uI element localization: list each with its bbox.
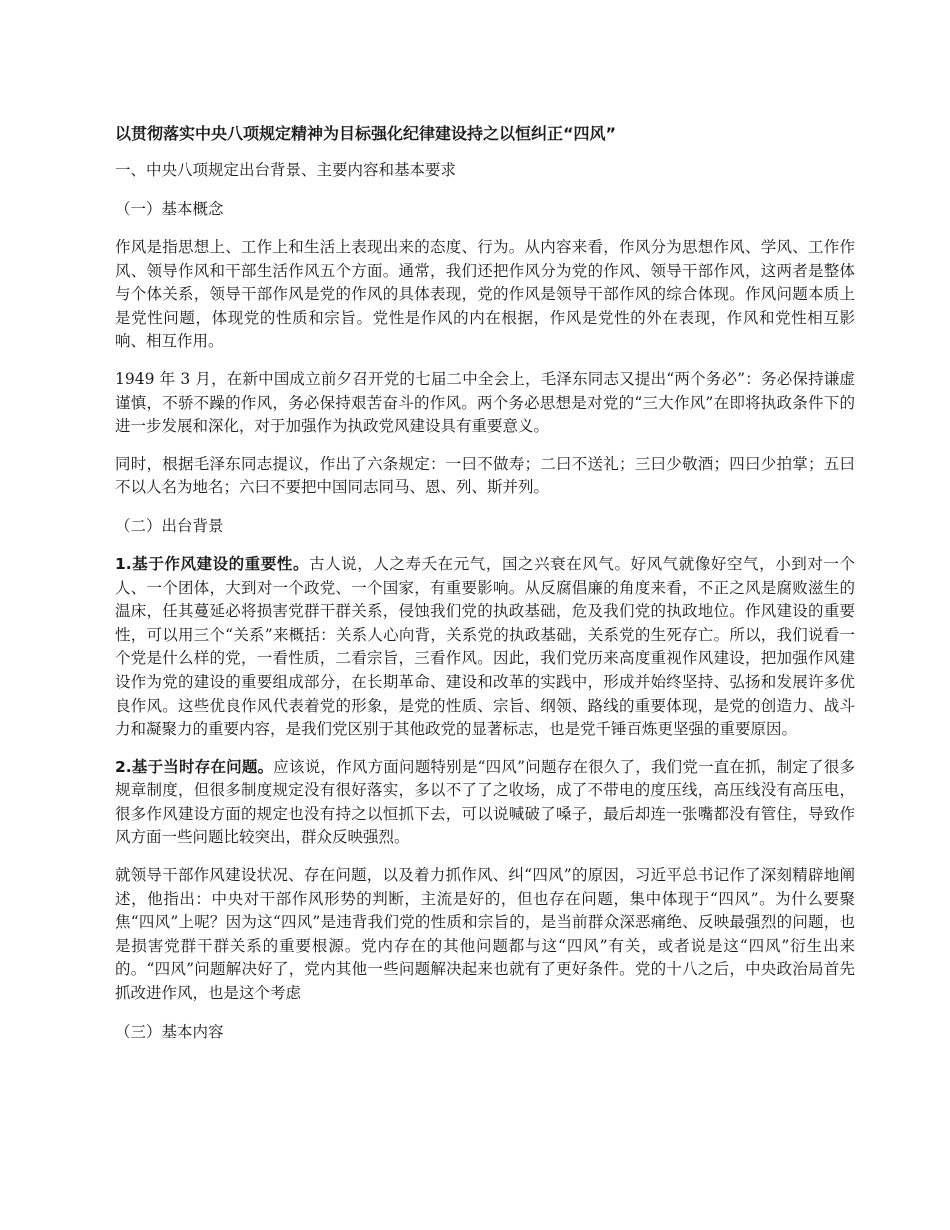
subsection-heading-content: （三）基本内容 xyxy=(115,1022,224,1041)
paragraph-1949: 1949 年 3 月，在新中国成立前夕召开党的七届二中全会上，毛泽东同志又提出“两个务必”：务必保持谦虚谨慎，不骄不躁的作风，务必保持艰苦奋斗的作风。两个务必思想是对党的“三大作风”在即将执政条件下的进一步发展和深化，对于加强作为执政党风建设具有重要意义。 xyxy=(115,369,855,436)
subsection-heading-basic-concepts: （一）基本概念 xyxy=(115,200,224,218)
paragraph-problems xyxy=(115,756,855,850)
subsection-heading-background: （二）出台背景 xyxy=(115,516,224,535)
paragraph-problems-lead: 2.基于当时存在问题。 xyxy=(115,757,274,776)
paragraph-concept: 作风是指思想上、工作上和生活上表现出来的态度、行为。从内容来看，作风分为思想作风、学风、工作作风、领导作风和干部生活作风五个方面。通常，我们还把作风分为党的作风、领导干部作风，这两者是整体与个体关系，领导干部作风是党的作风的具体表现，党的作风是领导干部作风的综合体现。作风问题本质上是党性问题，体现党的性质和宗旨。党性是作风的内在根据，作风是党性的外在表现，作风和党性相互影响、相互作用。 xyxy=(115,238,855,351)
paragraph-importance-lead: 1.基于作风建设的重要性。 xyxy=(115,554,310,573)
section-heading-1: 一、中央八项规定出台背景、主要内容和基本要求 xyxy=(115,161,457,179)
paragraph-six-rules: 同时，根据毛泽东同志提议，作出了六条规定：一曰不做寿；二曰不送礼；三曰少敬酒；四曰少拍掌；五曰不以人名为地名；六曰不要把中国同志同马、恩、列、斯并列。 xyxy=(115,454,855,497)
paragraph-importance xyxy=(115,553,855,742)
paragraph-four-winds: 就领导干部作风建设状况、存在问题，以及着力抓作风、纠“四风”的原因，习近平总书记作了深刻精辟地阐述，他指出：中央对干部作风形势的判断，主流是好的，但也存在问题，集中体现于“四风”。为什么要聚焦“四风”上呢？因为这“四风”是违背我们党的性质和宗旨的，是当前群众深恶痛绝、反映最强烈的问题，也是损害党群干群关系的重要根源。党内存在的其他问题都与这“四风”有关，或者说是这“四风”衍生出来的。“四风”问题解决好了，党内其他一些问题解决起来也就有了更好条件。党的十八之后，中央政治局首先抓改进作风，也是这个考虑 xyxy=(115,866,855,1003)
document-title: 以贯彻落实中央八项规定精神为目标强化纪律建设持之以恒纠正“四风” xyxy=(115,124,617,143)
document-page xyxy=(115,122,855,1059)
paragraph-importance-body: 古人说，人之寿夭在元气，国之兴衰在风气。好风气就像好空气，小到对一个人、一个团体，大到对一个政党、一个国家，有重要影响。从反腐倡廉的角度来看，不正之风是腐败滋生的温床，任其蔓延必将损害党群干群关系，侵蚀我们党的执政基础，危及我们党的执政地位。作风建设的重要性，可以用三个“关系”来概括：关系人心向背，关系党的执政基础，关系党的生死存亡。所以，我们说看一个党是什么样的党，一看性质，二看宗旨，三看作风。因此，我们党历来高度重视作风建设，把加强作风建设作为党的建设的重要组成部分，在长期革命、建设和改革的实践中，形成并始终坚持、弘扬和发展许多优良作风。这些优良作风代表着党的形象，是党的性质、宗旨、纲领、路线的重要体现，是党的创造力、战斗力和凝聚力的重要内容，是我们党区别于其他政党的显著标志，也是党千锤百炼更坚强的重要原因。 xyxy=(115,554,855,739)
paragraph-problems-body: 应该说，作风方面问题特别是“四风”问题存在很久了，我们党一直在抓，制定了很多规章制度，但很多制度规定没有很好落实，多以不了了之收场，成了不带电的度压线，高压线没有高压电，很多作风建设方面的规定也没有持之以恒抓下去，可以说喊破了嗓子，最后却连一张嘴都没有管住，导致作风方面一些问题比较突出，群众反映强烈。 xyxy=(115,757,855,847)
